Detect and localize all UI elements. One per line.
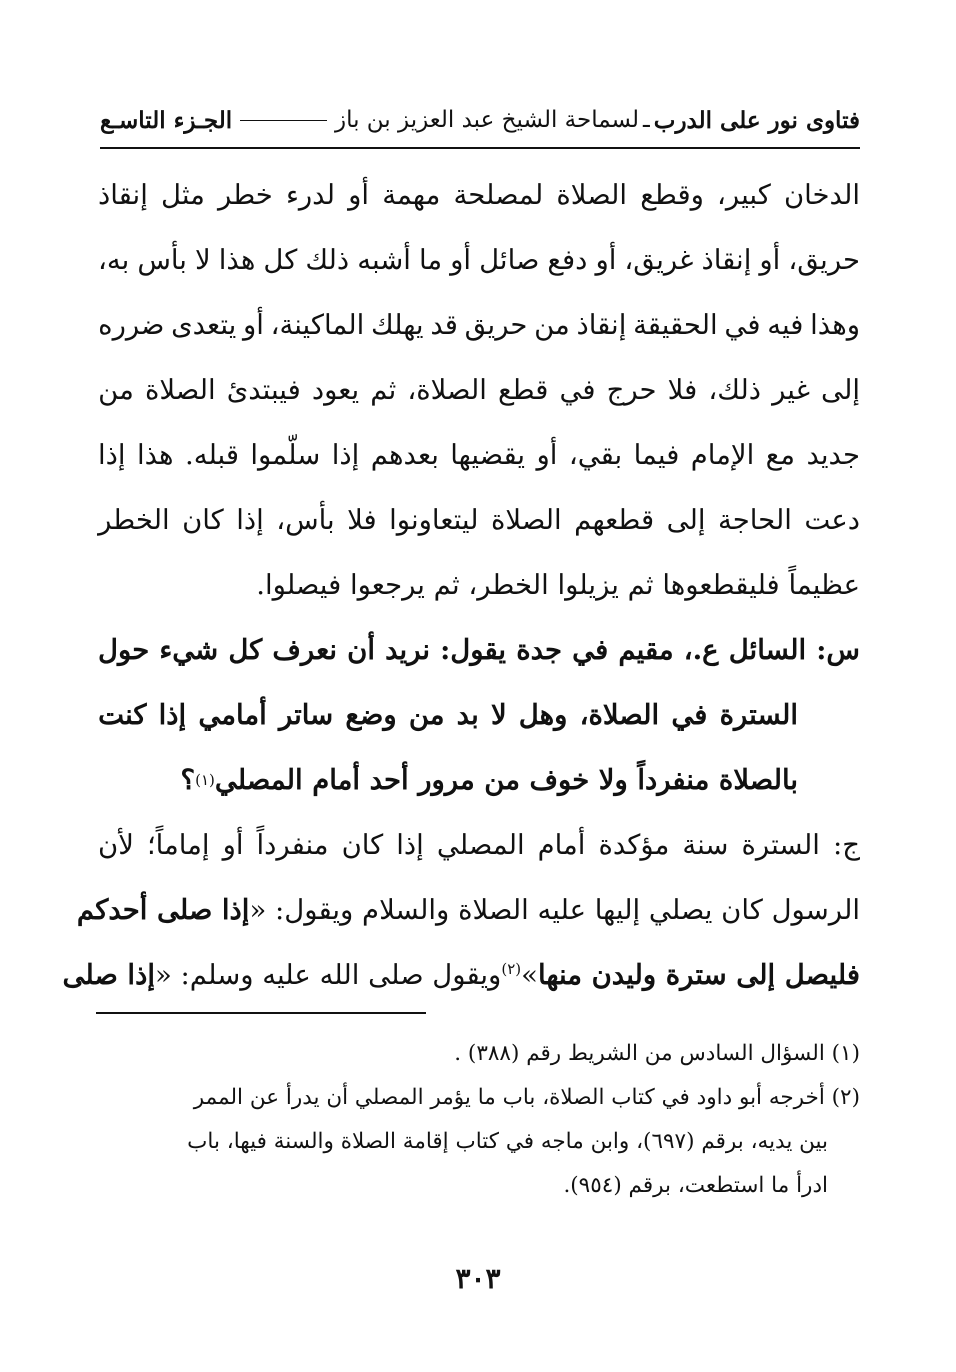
answer-word: المصلي xyxy=(436,828,525,861)
body-word: إنقاذ xyxy=(701,243,752,276)
body-word: وقطع xyxy=(640,178,704,211)
body-word: هذا xyxy=(136,438,174,471)
footnotes xyxy=(96,1032,860,1208)
body-last-line: عظيماً فليقطعوها ثم يزيلوا الخطر، ثم يرجعوا فيصلوا. xyxy=(256,568,860,601)
answer-word: مؤكدة xyxy=(598,828,670,861)
question-word: مقيم xyxy=(618,633,674,666)
body-word: فلا xyxy=(667,373,698,406)
body-word: سلّموا xyxy=(250,438,321,471)
body-word: قبله. xyxy=(184,438,239,471)
body-word: في xyxy=(559,373,596,406)
question-word: في xyxy=(671,698,708,731)
body-word: صائل xyxy=(479,243,540,276)
body-word: يهلك xyxy=(370,308,424,341)
question-word: السترة xyxy=(719,698,798,731)
body-word: خطر xyxy=(218,178,273,211)
part-title: الجـزء التاسـع xyxy=(100,106,233,134)
body-word: غريق، xyxy=(624,243,694,276)
footnote-divider xyxy=(96,1012,426,1014)
body-word: أو xyxy=(243,308,264,341)
body-word: ما xyxy=(418,243,443,276)
body-line xyxy=(98,357,860,422)
hadith-quote-wrap xyxy=(501,959,860,991)
body-word: إذا xyxy=(98,438,126,471)
body-word: بأس، xyxy=(276,503,335,536)
body-word: أو xyxy=(348,178,370,211)
answer-continuation xyxy=(98,162,860,552)
body-word: لدرء xyxy=(285,178,335,211)
footnote-1: (١) السؤال السادس من الشريط رقم (٣٨٨) . xyxy=(454,1041,860,1066)
answer-word: أمام xyxy=(537,828,586,861)
answer-word: أو xyxy=(222,828,244,861)
body-word: الصلاة، xyxy=(407,373,487,406)
question-word: حول xyxy=(98,633,150,666)
hadith-2-start: إذا صلى xyxy=(62,958,155,991)
body-word: ضرره xyxy=(98,308,165,341)
body-word: بقي، xyxy=(568,438,623,471)
body-word: أو xyxy=(595,243,617,276)
body-word: بأس xyxy=(137,243,187,276)
question-word: وضع xyxy=(345,698,397,731)
body-word: يعود xyxy=(311,373,360,406)
body-word: فيبتدئ xyxy=(226,373,301,406)
answer-line-3 xyxy=(62,942,860,1007)
answer-line-2 xyxy=(76,877,860,942)
header-author: لسماحة الشيخ عبد العزيز بن باز xyxy=(334,107,640,133)
question-block xyxy=(98,617,860,812)
answer-block xyxy=(62,812,860,1007)
main-text xyxy=(62,162,860,1007)
body-word: بعدهم xyxy=(370,438,439,471)
question-word: نريد xyxy=(385,633,431,666)
question-word: لا xyxy=(490,698,507,731)
question-text-end: بالصلاة منفرداً ولا خوف من مرور أحد أمام المصلي xyxy=(214,763,798,796)
running-header xyxy=(100,96,860,144)
body-line xyxy=(98,422,860,487)
body-word: الخطر xyxy=(98,503,170,536)
question-word: ع.، xyxy=(683,633,719,666)
question-word: إذا xyxy=(158,698,187,731)
footnote-2-line-1: (٢) أخرجه أبو داود في كتاب الصلاة، باب ما يؤمر المصلي أن يدرأ عن الممر xyxy=(193,1085,860,1110)
answer-word: كان xyxy=(341,828,384,861)
body-word: أو xyxy=(759,243,781,276)
question-line-1 xyxy=(98,617,860,682)
answer-line-3-plain: ويقول صلى الله عليه وسلم: « xyxy=(154,958,502,991)
series-title: فتاوى نور على الدرب xyxy=(653,106,860,134)
body-word: حريق xyxy=(464,308,528,341)
footnote-ref-2: (٢) xyxy=(501,959,522,978)
body-line xyxy=(98,162,860,227)
body-line xyxy=(98,292,860,357)
body-word: كل xyxy=(263,243,298,276)
question-word: كنت xyxy=(98,698,147,731)
body-word: إذا xyxy=(236,503,264,536)
body-word: فيه xyxy=(767,308,804,341)
quote-close: » xyxy=(521,958,538,991)
body-word: كان xyxy=(182,503,224,536)
question-word: س: xyxy=(816,633,860,666)
hadith-quote-end: فليصل إلى سترة وليدن منها xyxy=(537,958,860,991)
body-word: إذا xyxy=(331,438,360,471)
hadith-quote-start: إذا صلى أحدكم xyxy=(76,893,250,926)
question-word: في xyxy=(572,633,609,666)
body-word: الإمام xyxy=(690,438,755,471)
question-word: بد xyxy=(456,698,479,731)
body-word: الصلاة xyxy=(556,178,628,211)
body-word: مهمة xyxy=(382,178,441,211)
body-word: كبير، xyxy=(717,178,771,211)
footnote-2 xyxy=(96,1076,860,1208)
body-word: مع xyxy=(765,438,796,471)
body-word: لا xyxy=(195,243,211,276)
question-line-3 xyxy=(98,747,860,812)
footnote-2-line-3: ادرأ ما استطعت، برقم (٩٥٤). xyxy=(563,1173,828,1198)
body-word: دفع xyxy=(547,243,588,276)
body-word: حرج xyxy=(606,373,657,406)
question-word: أمامي xyxy=(198,698,267,731)
body-word: جديد xyxy=(806,438,860,471)
question-word: جدة xyxy=(516,633,563,666)
answer-word: لأن xyxy=(98,828,134,861)
question-mark: ؟ xyxy=(180,763,196,796)
body-word: أو xyxy=(450,243,472,276)
header-rule xyxy=(240,120,327,121)
header-dash: ـ xyxy=(643,107,650,133)
answer-word: إذا xyxy=(396,828,424,861)
body-word: ليتعاونوا xyxy=(389,503,479,536)
body-word: إنقاذ xyxy=(576,308,627,341)
answer-word: إماماً؛ xyxy=(146,828,210,861)
body-word: فلا xyxy=(347,503,377,536)
answer-word: منفرداً xyxy=(256,828,329,861)
body-word: يتعدى xyxy=(171,308,237,341)
body-word: إلى xyxy=(821,373,860,406)
body-word: قطعهم xyxy=(574,503,655,536)
header-divider xyxy=(100,147,860,149)
body-word: الصلاة xyxy=(491,503,562,536)
body-word: الحاجة xyxy=(717,503,792,536)
question-word: شيء xyxy=(159,633,219,666)
body-word: من xyxy=(98,373,134,406)
question-word: وهل xyxy=(518,698,568,731)
body-word: قد xyxy=(430,308,458,341)
body-word: الصلاة xyxy=(144,373,216,406)
body-word: ثم xyxy=(370,373,397,406)
body-word: فيما xyxy=(633,438,680,471)
body-word: مثل xyxy=(161,178,205,211)
footnote-2-line-2: بين يديه، برقم (٦٩٧)، وابن ماجه في كتاب إقامة الصلاة والسنة فيها، باب xyxy=(187,1129,828,1154)
question-line-2 xyxy=(98,682,860,747)
footnote-ref-1: (١) xyxy=(195,770,215,789)
body-word: في xyxy=(724,308,761,341)
answer-word: السترة xyxy=(741,828,820,861)
question-word: يقول: xyxy=(440,633,507,666)
body-word: يقضيها xyxy=(450,438,526,471)
body-word: من xyxy=(534,308,570,341)
answer-line-1 xyxy=(98,812,860,877)
body-word: به، xyxy=(98,243,130,276)
body-word: لمصلحة xyxy=(453,178,544,211)
body-word: الحقيقة xyxy=(633,308,718,341)
question-word: السائل xyxy=(728,633,807,666)
body-word: إنقاذ xyxy=(98,178,148,211)
body-word: غير xyxy=(772,373,810,406)
question-word: الصلاة، xyxy=(579,698,660,731)
body-word: الماكينة، xyxy=(270,308,365,341)
body-line xyxy=(98,227,860,292)
body-word: الدخان xyxy=(783,178,860,211)
body-word: دعت xyxy=(804,503,860,536)
answer-word: ج: xyxy=(832,828,860,861)
question-word: كل xyxy=(228,633,263,666)
question-word: أن xyxy=(347,633,375,666)
body-word: ذلك، xyxy=(708,373,761,406)
answer-line-2-plain: الرسول كان يصلي إليها عليه الصلاة والسلام ويقول: « xyxy=(249,893,860,926)
body-word: وهذا xyxy=(810,308,860,341)
body-word: ذلك xyxy=(305,243,350,276)
body-line xyxy=(98,487,860,552)
body-word: قطع xyxy=(498,373,549,406)
body-word: أشبه xyxy=(357,243,411,276)
question-word: نعرف xyxy=(272,633,338,666)
question-word: من xyxy=(408,698,445,731)
body-word: إلى xyxy=(666,503,706,536)
page-number: ٣٠٣ xyxy=(455,1262,501,1295)
body-word: حريق، xyxy=(788,243,860,276)
answer-word: سنة xyxy=(682,828,729,861)
question-word: ساتر xyxy=(278,698,334,731)
body-word: أو xyxy=(536,438,558,471)
body-word: هذا xyxy=(218,243,256,276)
